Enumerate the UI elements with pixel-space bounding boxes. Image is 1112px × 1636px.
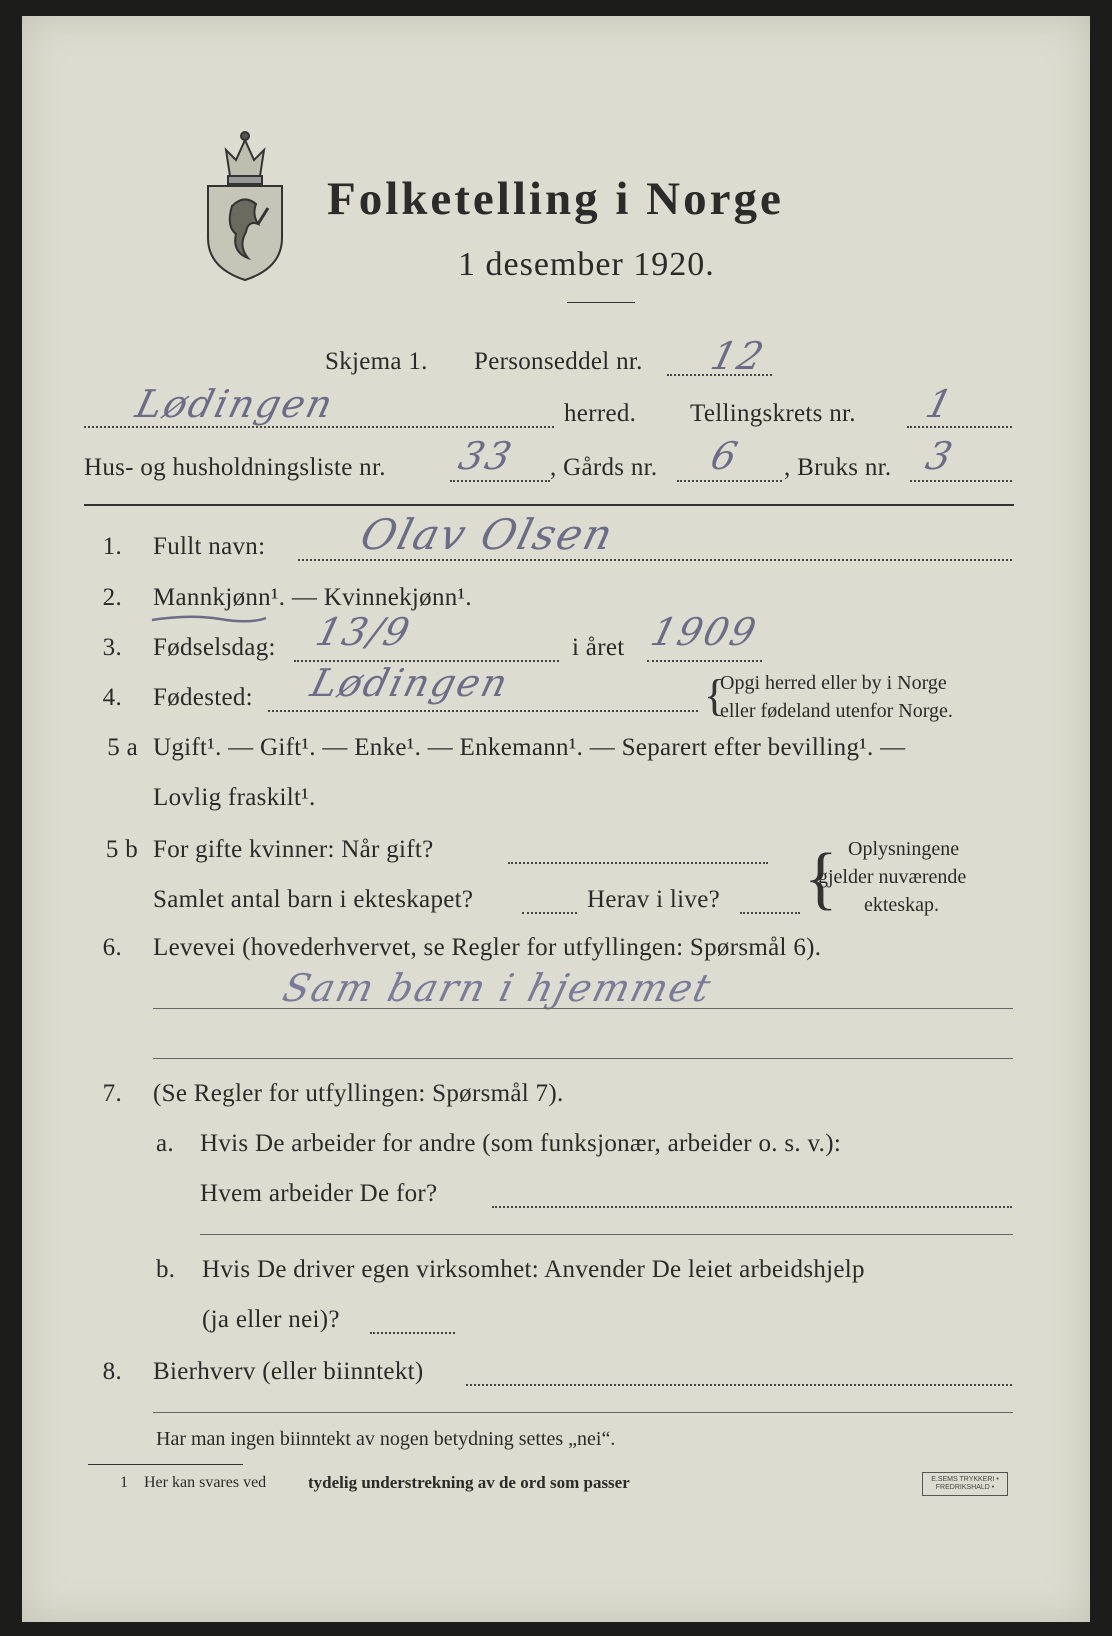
herred-dotline (84, 426, 554, 428)
q6-number: 6. (102, 934, 122, 961)
q8-label: Bierhverv (eller biinntekt) (153, 1358, 424, 1385)
q8-number: 8. (102, 1358, 122, 1385)
q7a-letter: a. (156, 1130, 174, 1157)
q7-number: 7. (102, 1080, 122, 1107)
q4-note-brace: { (704, 671, 726, 720)
q5b-note-line1: Oplysningene (848, 838, 960, 860)
q7b-yesno-label: (ja eller nei)? (202, 1306, 340, 1333)
q5a-number: 5 a (107, 734, 138, 761)
gards-label: , Gårds nr. (550, 454, 658, 481)
personseddel-label: Personseddel nr. (474, 348, 643, 375)
q5b-note-line3: ekteskap. (864, 894, 939, 916)
norwegian-coat-of-arms-icon (202, 128, 288, 284)
q3-number: 3. (102, 634, 122, 661)
bruks-dotline (910, 480, 1012, 482)
q2-underline-mark (150, 612, 268, 626)
q7-label: (Se Regler for utfyllingen: Spørsmål 7). (153, 1080, 564, 1107)
q6-answer-line-1 (153, 1008, 1013, 1009)
hus-dotline (450, 480, 550, 482)
bruks-value[interactable]: 3 (921, 434, 959, 478)
bruks-label: , Bruks nr. (784, 454, 892, 481)
q5b-married-when-label: For gifte kvinner: Når gift? (153, 836, 434, 863)
q5b-children-label: Samlet antal barn i ekteskapet? (153, 886, 474, 913)
q8-answer-line (153, 1412, 1013, 1413)
printer-stamp-text: E.SEMS TRYKKERI • FREDRIKSHALD • (931, 1476, 999, 1491)
q6-label: Levevei (hovederhvervet, se Regler for utfyllingen: Spørsmål 6). (153, 934, 822, 961)
footnote-text-bold: tydelig understrekning av de ord som passer (308, 1473, 630, 1492)
q7b-question: Hvis De driver egen virksomhet: Anvender De leiet arbeidshjelp (202, 1256, 865, 1283)
q5b-number: 5 b (105, 836, 138, 863)
q4-number: 4. (102, 684, 122, 711)
q6-occupation-value[interactable]: Sam barn i hjemmet (278, 966, 717, 1010)
tellingskrets-value[interactable]: 1 (921, 382, 959, 426)
q3-year-label: i året (572, 634, 625, 661)
q7a-answer-line (200, 1234, 1013, 1235)
q4-note-line1: Opgi herred eller by i Norge (720, 672, 947, 694)
q1-dotline (298, 559, 1012, 561)
q3-year-value[interactable]: 1909 (646, 610, 763, 654)
q7b-letter: b. (156, 1256, 176, 1283)
footnote-mark: 1 (120, 1474, 128, 1491)
q4-dotline (268, 710, 698, 712)
footnote-rule (88, 1464, 243, 1465)
q8-note: Har man ingen biinntekt av nogen betydning settes „nei“. (156, 1428, 616, 1450)
q5b-married-when-dotline (508, 862, 768, 864)
q4-birthplace-value[interactable]: Lødingen (306, 661, 514, 705)
q2-gender-options[interactable]: Mannkjønn¹. — Kvinnekjønn¹. (153, 584, 472, 611)
q2-number: 2. (102, 584, 122, 611)
herred-label: herred. (564, 400, 637, 427)
q3-year-dotline (647, 660, 762, 662)
q7a-question: Hvis De arbeider for andre (som funksjonær, arbeider o. s. v.): (200, 1130, 842, 1157)
q1-label: Fullt navn: (153, 533, 266, 560)
q5b-alive-label: Herav i live? (587, 886, 721, 913)
q6-answer-line-2 (153, 1058, 1013, 1059)
q5a-marital-options[interactable]: Ugift¹. — Gift¹. — Enke¹. — Enkemann¹. — Separert efter bevilling¹. — (153, 734, 906, 761)
q3-birthday-value[interactable]: 13/9 (311, 610, 416, 654)
q1-number: 1. (102, 533, 122, 560)
personseddel-value[interactable]: 12 (706, 334, 770, 378)
q5a-marital-options-2[interactable]: Lovlig fraskilt¹. (153, 784, 316, 811)
herred-value[interactable]: Lødingen (131, 382, 339, 426)
q1-fullname-value[interactable]: Olav Olsen (355, 510, 620, 559)
q4-note-line2: eller fødeland utenfor Norge. (720, 700, 953, 722)
title-divider (567, 302, 635, 303)
census-form-sheet (22, 16, 1090, 1622)
printer-stamp (922, 1472, 1008, 1496)
header-separator (84, 504, 1014, 506)
q5b-children-dotline (522, 912, 577, 914)
gards-value[interactable]: 6 (706, 434, 744, 478)
q3-label: Fødselsdag: (153, 634, 276, 661)
q7a-employer-label: Hvem arbeider De for? (200, 1180, 438, 1207)
q5b-note-line2: gjelder nuværende (818, 866, 967, 888)
hus-label: Hus- og husholdningsliste nr. (84, 454, 386, 481)
q4-label: Fødested: (153, 684, 253, 711)
form-title: Folketelling i Norge (327, 173, 784, 225)
form-date: 1 desember 1920. (458, 246, 715, 283)
q7b-yesno-dotline[interactable] (370, 1332, 455, 1334)
q5b-alive-dotline (740, 912, 800, 914)
q8-dotline[interactable] (466, 1384, 1012, 1386)
q5b-note-brace: { (804, 840, 838, 917)
footnote-text: Her kan svares ved (144, 1474, 267, 1491)
hus-value[interactable]: 33 (454, 434, 518, 478)
tellingskrets-label: Tellingskrets nr. (690, 400, 856, 427)
skjema-label: Skjema 1. (325, 348, 428, 375)
q7a-employer-dotline[interactable] (492, 1206, 1012, 1208)
tellingskrets-dotline (907, 426, 1012, 428)
gards-dotline (677, 480, 782, 482)
